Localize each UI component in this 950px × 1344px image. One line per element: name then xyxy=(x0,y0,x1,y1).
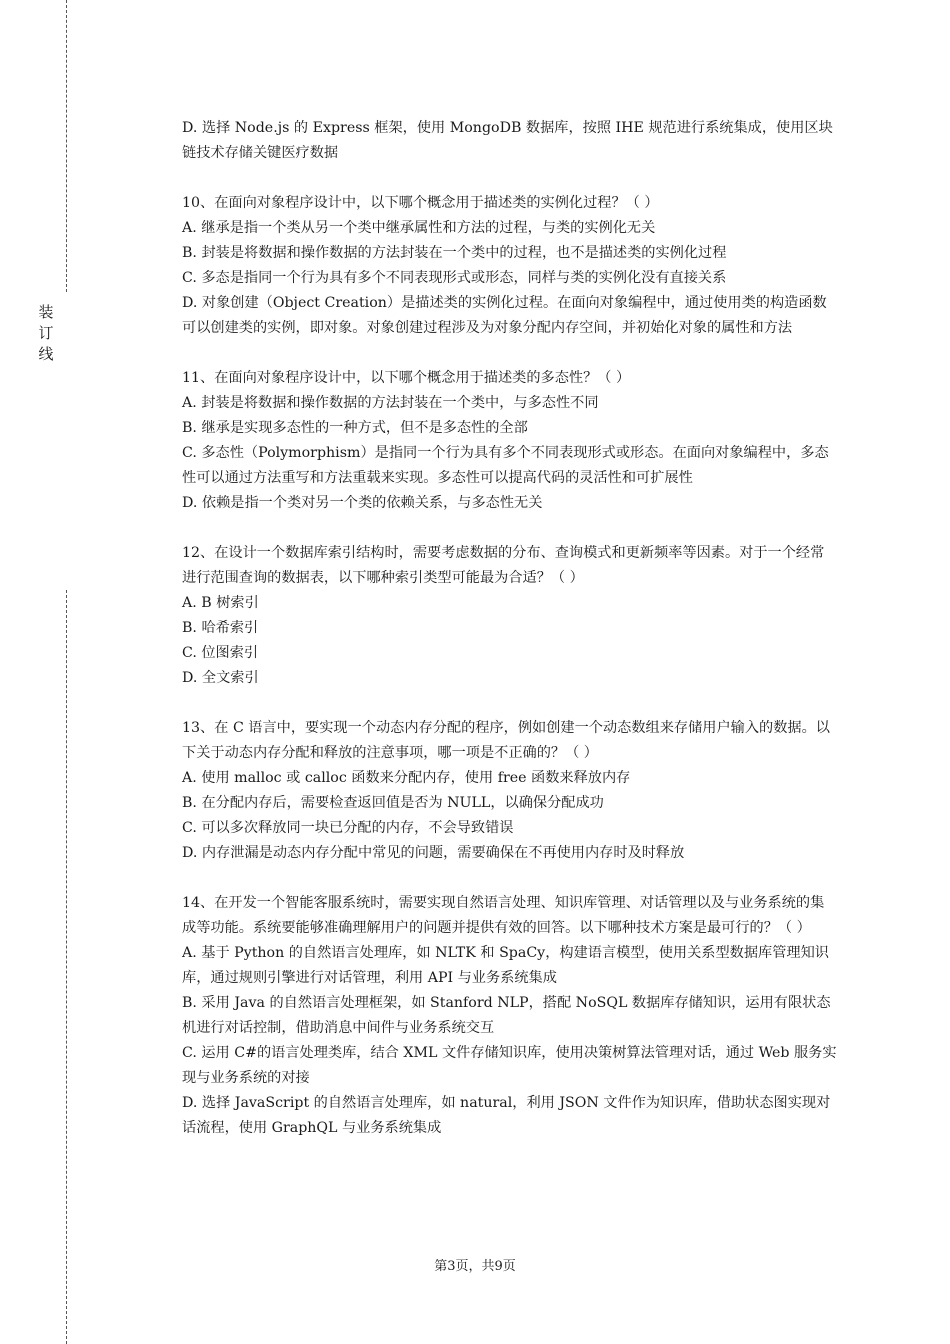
option-b: B. 封装是将数据和操作数据的方法封装在一个类中的过程，也不是描述类的实例化过程 xyxy=(182,245,727,261)
binding-line-bottom xyxy=(66,590,67,1344)
option-a: A. 基于 Python 的自然语言处理库，如 NLTK 和 SpaCy，构建语言模型，使用关系型数据库管理知识库，通过规则引擎进行对话管理，利用 API 与业务系统集成 xyxy=(182,945,829,986)
page-number: 第3页，共9页 xyxy=(434,1259,516,1274)
binding-line-top xyxy=(66,0,67,292)
option-b: B. 采用 Java 的自然语言处理框架，如 Stanford NLP，搭配 NoSQL 数据库存储知识，运用有限状态机进行对话控制，借助消息中间件与业务系统交互 xyxy=(182,995,831,1036)
question-stem: 10、在面向对象程序设计中，以下哪个概念用于描述类的实例化过程？（ ） xyxy=(182,195,659,211)
question-stem: 11、在面向对象程序设计中，以下哪个概念用于描述类的多态性？（ ） xyxy=(182,370,631,386)
option-b: B. 在分配内存后，需要检查返回值是否为 NULL，以确保分配成功 xyxy=(182,795,604,811)
option-d: D. 对象创建（Object Creation）是描述类的实例化过程。在面向对象编程中，通过使用类的构造函数可以创建类的实例，即对象。对象创建过程涉及为对象分配内存空间，并初始化对象的属性和方法 xyxy=(182,295,827,336)
question-stem: 12、在设计一个数据库索引结构时，需要考虑数据的分布、查询模式和更新频率等因素。对于一个经常进行范围查询的数据表，以下哪种索引类型可能最为合适？（ ） xyxy=(182,545,825,586)
option-c: C. 运用 C#的语言处理类库，结合 XML 文件存储知识库，使用决策树算法管理对话，通过 Web 服务实现与业务系统的对接 xyxy=(182,1045,837,1086)
option-b: B. 哈希索引 xyxy=(182,620,259,636)
option-c: C. 多态性（Polymorphism）是指同一个行为具有多个不同表现形式或形态。在面向对象编程中，多态性可以通过方法重写和方法重载来实现。多态性可以提高代码的灵活性和可扩展性 xyxy=(182,445,829,486)
binding-label-char: 订 xyxy=(38,324,54,342)
option-c: C. 可以多次释放同一块已分配的内存，不会导致错误 xyxy=(182,820,514,836)
option-a: A. 使用 malloc 或 calloc 函数来分配内存，使用 free 函数来释放内存 xyxy=(182,770,631,786)
option-line: D. 选择 Node.js 的 Express 框架，使用 MongoDB 数据库，按照 IHE 规范进行系统集成，使用区块链技术存储关键医疗数据 xyxy=(182,120,833,161)
binding-label-char: 线 xyxy=(38,345,54,363)
question-13 xyxy=(182,716,838,866)
option-b: B. 继承是实现多态性的一种方式，但不是多态性的全部 xyxy=(182,420,528,436)
question-14 xyxy=(182,891,838,1141)
question-stem: 14、在开发一个智能客服系统时，需要实现自然语言处理、知识库管理、对话管理以及与业务系统的集成等功能。系统要能够准确理解用户的问题并提供有效的回答。以下哪种技术方案是最可行的？（ ） xyxy=(182,895,825,936)
binding-label-char: 装 xyxy=(38,303,54,321)
question-stem: 13、在 C 语言中，要实现一个动态内存分配的程序，例如创建一个动态数组来存储用户输入的数据。以下关于动态内存分配和释放的注意事项，哪一项是不正确的？（ ） xyxy=(182,720,830,761)
option-d: D. 全文索引 xyxy=(182,670,259,686)
question-12 xyxy=(182,541,838,691)
option-c: C. 位图索引 xyxy=(182,645,259,661)
option-a: A. 继承是指一个类从另一个类中继承属性和方法的过程，与类的实例化无关 xyxy=(182,220,656,236)
question-11 xyxy=(182,366,838,516)
option-a: A. B 树索引 xyxy=(182,595,259,611)
option-d: D. 内存泄漏是动态内存分配中常见的问题，需要确保在不再使用内存时及时释放 xyxy=(182,845,685,861)
binding-label xyxy=(34,302,58,365)
option-a: A. 封装是将数据和操作数据的方法封装在一个类中，与多态性不同 xyxy=(182,395,599,411)
question-10 xyxy=(182,191,838,341)
exam-content xyxy=(182,116,838,1166)
option-d: D. 依赖是指一个类对另一个类的依赖关系，与多态性无关 xyxy=(182,495,543,511)
option-c: C. 多态是指同一个行为具有多个不同表现形式或形态，同样与类的实例化没有直接关系 xyxy=(182,270,727,286)
option-d: D. 选择 JavaScript 的自然语言处理库，如 natural，利用 JSON 文件作为知识库，借助状态图实现对话流程，使用 GraphQL 与业务系统集成 xyxy=(182,1095,831,1136)
question-9-tail xyxy=(182,116,838,166)
